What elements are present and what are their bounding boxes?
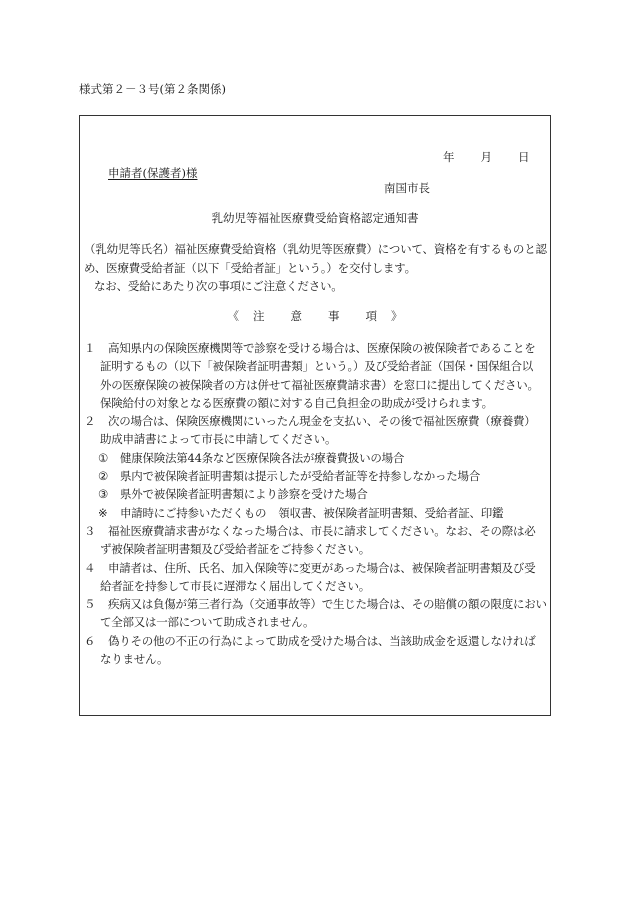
notes-heading xyxy=(0,311,630,323)
sub-item-mark: ② xyxy=(98,469,109,484)
note-item xyxy=(84,632,547,669)
note-line: 証明するもの（以下「被保険者証明書類」という。）及び受給者証（国保・国保組合以 xyxy=(100,359,533,374)
note-number: ５ xyxy=(84,597,96,612)
note-line: ず被保険者証明書類及び受給者証をご持参ください。 xyxy=(100,542,370,557)
sub-item-mark: ① xyxy=(98,450,109,465)
notes-list xyxy=(84,339,547,668)
body-line: （乳幼児等氏名）福祉医療費受給資格（乳幼児等医療費）について、資格を有するものと認 xyxy=(84,242,547,256)
date-month-label: 月 xyxy=(480,150,492,164)
note-sub-item xyxy=(84,467,547,485)
date-row xyxy=(443,152,530,164)
sub-item-text-detail: 領収書、被保険者証明書類、受給者証、印鑑 xyxy=(278,505,504,520)
sub-item-text: 申請時にご持参いただくもの xyxy=(120,505,267,520)
sub-item-text: 健康保険法第44条など医療保険各法が療養費扱いの場合 xyxy=(120,450,405,465)
note-line: 助成申請書によって市長に申請してください。 xyxy=(100,432,337,447)
note-sub-item xyxy=(84,449,547,467)
note-line: 保険給付の対象となる医療費の額に対する自己負担金の助成が受けられます。 xyxy=(100,395,493,410)
sub-item-text: 県外で被保険者証明書類により診察を受けた場合 xyxy=(120,487,368,502)
note-number: ６ xyxy=(84,633,96,648)
note-number: ２ xyxy=(84,414,96,429)
note-item xyxy=(84,559,547,596)
note-item xyxy=(84,522,547,559)
body-line: なお、受給にあたり次の事項にご注意ください。 xyxy=(94,279,343,293)
note-item xyxy=(84,339,547,412)
notes-heading-char: 注 xyxy=(253,309,265,323)
notes-heading-close: 》 xyxy=(391,309,403,323)
body-line: め、医療費受給者証（以下「受給者証」という。）を交付します。 xyxy=(84,260,416,275)
note-number: ３ xyxy=(84,523,96,538)
note-line: て全部又は一部について助成されません。 xyxy=(100,615,315,630)
notes-heading-char: 項 xyxy=(365,309,377,323)
sub-item-mark: ③ xyxy=(98,487,109,502)
notes-heading-char: 意 xyxy=(290,309,302,323)
date-day-label: 日 xyxy=(518,150,530,164)
note-number: ４ xyxy=(84,560,96,575)
sub-item-mark: ※ xyxy=(98,505,108,520)
notes-heading-char: 事 xyxy=(328,309,340,323)
notes-heading-open: 《 xyxy=(227,309,239,323)
issuer: 南国市長 xyxy=(384,181,430,195)
form-number: 様式第２－３号(第２条関係) xyxy=(79,82,226,96)
note-line: 申請者は、住所、氏名、加入保険等に変更があった場合は、被保険者証明書類及び受 xyxy=(108,560,536,575)
note-line: 次の場合は、保険医療機関にいったん現金を支払い、その後で福祉医療費（療養費） xyxy=(108,414,536,429)
note-item xyxy=(84,412,547,449)
note-item xyxy=(84,595,547,632)
sub-item-text: 県内で被保険者証明書類は提示したが受給者証等を持参しなかった場合 xyxy=(120,469,480,484)
notice-body xyxy=(84,240,547,296)
note-line: 給者証を持参して市長に遅滞なく届出してください。 xyxy=(100,578,370,593)
note-line: 高知県内の保険医療機関等で診察を受ける場合は、医療保険の被保険者であることを xyxy=(108,341,536,355)
note-sub-item xyxy=(84,504,547,522)
note-sub-item xyxy=(84,485,547,503)
applicant-name: 申請者(保護者)様 xyxy=(108,166,198,180)
note-line: 偽りその他の不正の行為によって助成を受けた場合は、当該助成金を返還しなければ xyxy=(108,633,536,648)
note-line: 福祉医療費請求書がなくなった場合は、市長に請求してください。なお、その際は必 xyxy=(108,523,536,538)
document-title: 乳幼児等福祉医療費受給資格認定通知書 xyxy=(211,211,419,225)
date-year-label: 年 xyxy=(443,150,455,164)
note-number: １ xyxy=(84,341,96,355)
note-line: 外の医療保険の被保険者の方は併せて福祉医療費請求書）を窓口に提出してください。 xyxy=(100,377,539,392)
note-line: なりません。 xyxy=(100,652,169,667)
note-line: 疾病又は負傷が第三者行為（交通事故等）で生じた場合は、その賠償の額の限度におい xyxy=(108,597,547,612)
